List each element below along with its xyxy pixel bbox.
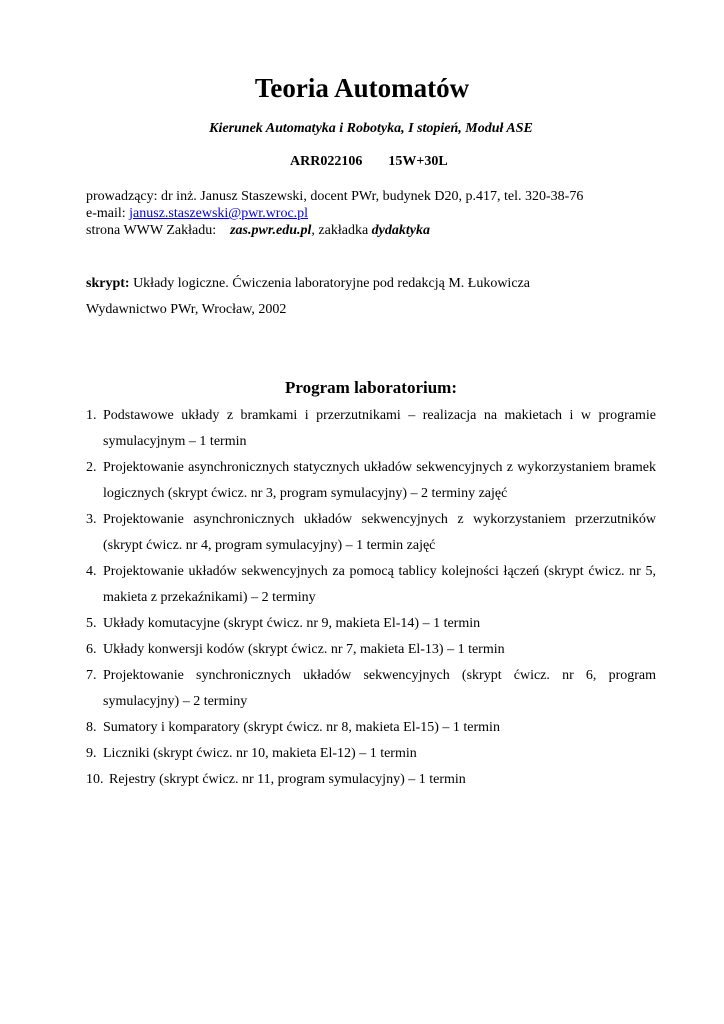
- list-item: [86, 663, 656, 715]
- list-item-number: 2.: [86, 460, 97, 475]
- list-item: [86, 403, 656, 455]
- list-item-text: Liczniki (skrypt ćwicz. nr 10, makieta El-12) – 1 termin: [103, 746, 417, 761]
- script-label: skrypt:: [86, 276, 130, 291]
- www-separator: , zakładka: [311, 223, 372, 238]
- list-item-number: 4.: [86, 564, 97, 579]
- list-item: [86, 637, 656, 663]
- list-item: [86, 715, 656, 741]
- email-line: [86, 205, 583, 222]
- lecturer-line: prowadzący: dr inż. Janusz Staszewski, docent PWr, budynek D20, p.417, tel. 320-38-76: [86, 189, 584, 204]
- course-hours: 15W+30L: [388, 154, 448, 169]
- list-item: [86, 767, 656, 793]
- script-line: [86, 275, 530, 293]
- list-item-number: 6.: [86, 642, 97, 657]
- list-item: [86, 455, 656, 507]
- list-item-text: Rejestry (skrypt ćwicz. nr 11, program symulacyjny) – 1 termin: [109, 772, 466, 787]
- list-item-text: Podstawowe układy z bramkami i przerzutnikami – realizacja na makietach i w programie symulacyjnym – 1 termin: [103, 408, 656, 449]
- course-code: ARR022106: [290, 154, 363, 169]
- list-item: [86, 611, 656, 637]
- list-item: [86, 559, 656, 611]
- www-site: zas.pwr.edu.pl: [230, 223, 312, 238]
- list-item-number: 5.: [86, 616, 97, 631]
- publisher-line: Wydawnictwo PWr, Wrocław, 2002: [86, 302, 287, 317]
- www-label: strona WWW Zakładu:: [86, 223, 217, 238]
- lab-program-list: [86, 403, 656, 793]
- email-link[interactable]: janusz.staszewski@pwr.wroc.pl: [129, 206, 309, 221]
- list-item-text: Projektowanie synchronicznych układów sekwencyjnych (skrypt ćwicz. nr 6, program symulacyjny) – 2 terminy: [103, 668, 656, 709]
- list-item-text: Układy komutacyjne (skrypt ćwicz. nr 9, makieta El-14) – 1 termin: [103, 616, 481, 631]
- list-item-text: Układy konwersji kodów (skrypt ćwicz. nr 7, makieta El-13) – 1 termin: [103, 642, 505, 657]
- list-item-text: Projektowanie asynchronicznych statycznych układów sekwencyjnych z wykorzystaniem bramek logicznych (skrypt ćwicz. nr 3, program symulacyjny) – 2 terminy zajęć: [103, 460, 656, 501]
- list-item-number: 8.: [86, 720, 97, 735]
- list-item-text: Projektowanie asynchronicznych układów sekwencyjnych z wykorzystaniem przerzutników (skrypt ćwicz. nr 4, program symulacyjny) – 1 termin zajęć: [103, 512, 656, 553]
- document-title: Teoria Automatów: [254, 73, 470, 103]
- list-item-number: 9.: [86, 746, 97, 761]
- list-item-number: 7.: [86, 668, 97, 683]
- program-title: Program laboratorium:: [284, 378, 457, 397]
- script-text: Układy logiczne. Ćwiczenia laboratoryjne pod redakcją M. Łukowicza: [129, 276, 530, 291]
- document-subtitle: Kierunek Automatyka i Robotyka, I stopień, Moduł ASE: [209, 121, 533, 136]
- list-item-text: Sumatory i komparatory (skrypt ćwicz. nr 8, makieta El-15) – 1 termin: [103, 720, 500, 735]
- list-item-text: Projektowanie układów sekwencyjnych za pomocą tablicy kolejności łączeń (skrypt ćwicz. nr 5, makieta z przekaźnikami) – 2 terminy: [103, 564, 656, 605]
- www-line: [86, 222, 583, 239]
- list-item-number: 3.: [86, 512, 97, 527]
- course-code-line: [290, 153, 448, 171]
- www-tab-name: dydaktyka: [371, 223, 430, 238]
- contact-info: [86, 188, 583, 239]
- list-item: [86, 741, 656, 767]
- list-item: [86, 507, 656, 559]
- list-item-number: 1.: [86, 408, 97, 423]
- list-item-number: 10.: [86, 772, 104, 787]
- email-label: e-mail:: [86, 206, 130, 221]
